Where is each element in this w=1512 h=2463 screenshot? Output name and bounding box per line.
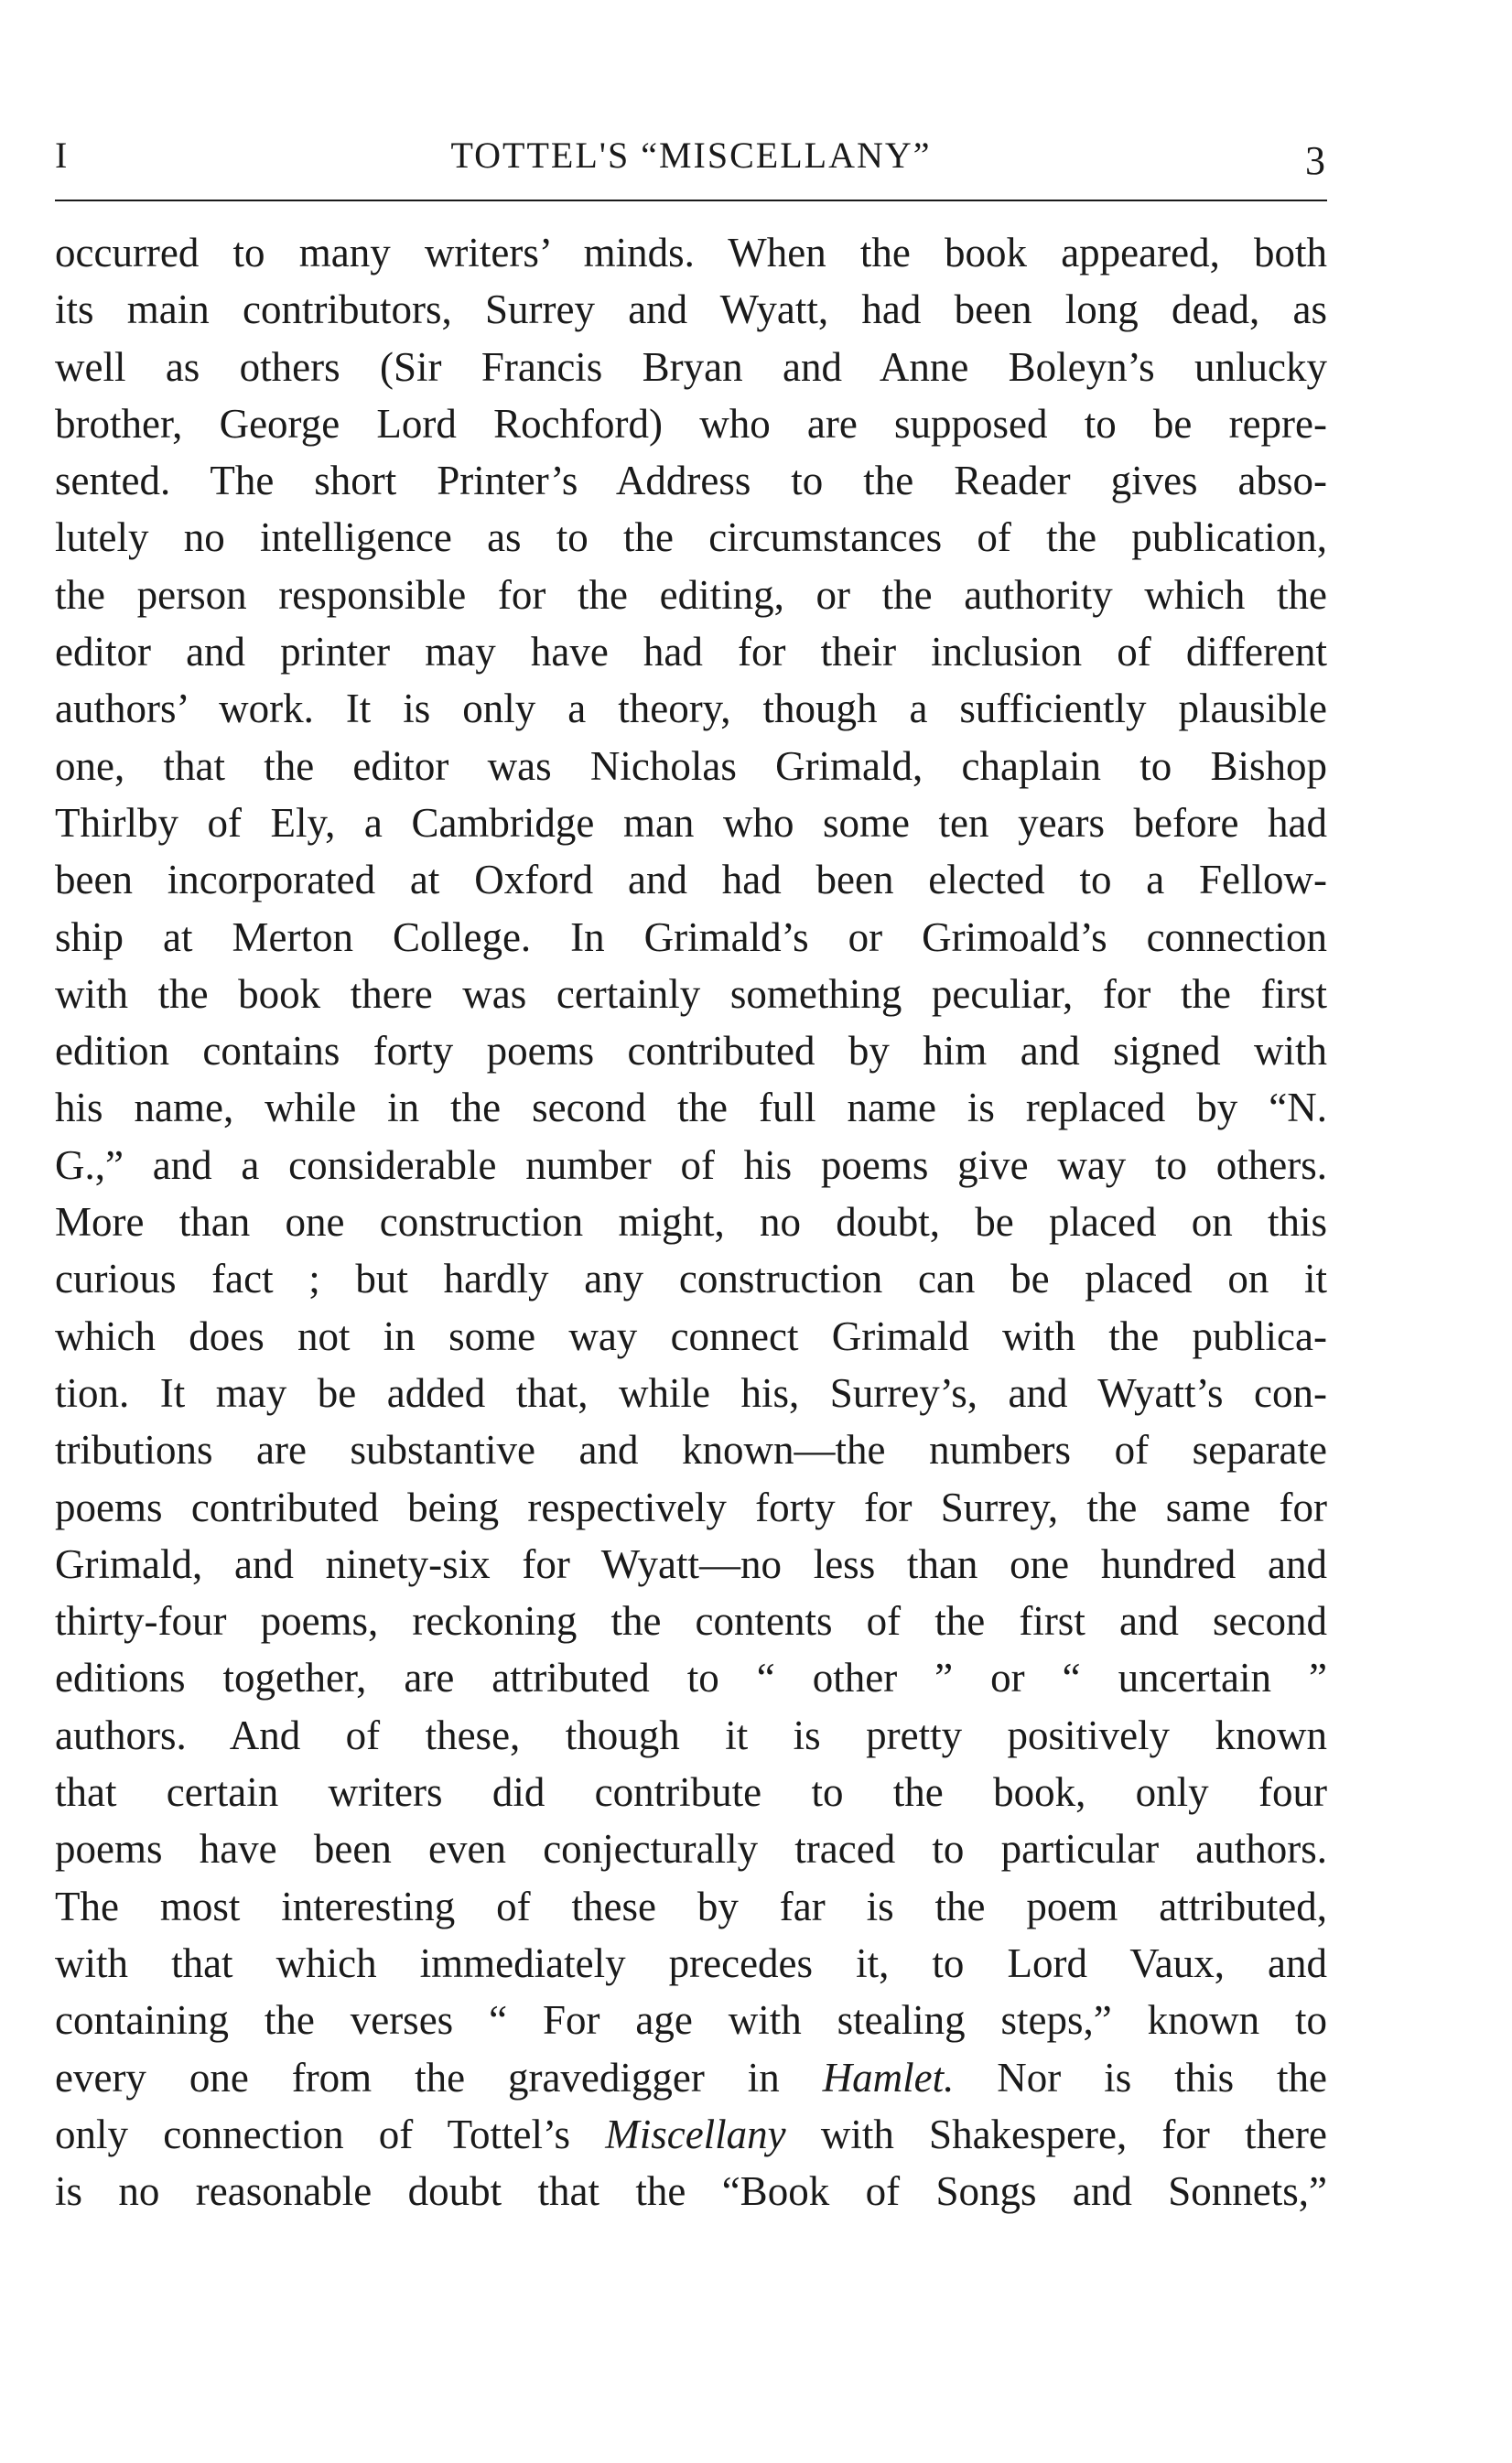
text-line: tion. It may be added that, while his, Surrey’s, and Wyatt’s con- (55, 1369, 1327, 1416)
text-line: the person responsible for the editing, or the authority which the (55, 571, 1327, 618)
text-line: The most interesting of these by far is the poem attributed, (55, 1883, 1327, 1929)
text-segment: only connection of Tottel’s (55, 2111, 606, 2157)
text-line: brother, George Lord Rochford) who are supposed to be repre- (55, 400, 1327, 447)
text-line: poems have been even conjecturally traced to particular authors. (55, 1826, 1327, 1873)
text-segment: with Shakespere, for there (785, 2111, 1327, 2157)
text-segment: every one from the gravedigger in (55, 2054, 823, 2101)
text-line: Thirlby of Ely, a Cambridge man who some ten years before had (55, 799, 1327, 846)
text-line: tributions are substantive and known—the numbers of separate (55, 1427, 1327, 1474)
text-line: one, that the editor was Nicholas Grimald, chaplain to Bishop (55, 742, 1327, 789)
text-line: edition contains forty poems contributed by him and signed with (55, 1028, 1327, 1075)
header-rule (55, 200, 1327, 201)
text-line: containing the verses “ For age with stealing steps,” known to (55, 1997, 1327, 2044)
text-line: with that which immediately precedes it, to Lord Vaux, and (55, 1939, 1327, 1986)
text-line: ship at Merton College. In Grimald’s or Grimoald’s connection (55, 913, 1327, 960)
text-line: well as others (Sir Francis Bryan and Anne Boleyn’s unlucky (55, 343, 1327, 390)
italic-title-hamlet: Hamlet. (822, 2054, 955, 2101)
italic-title-miscellany: Miscellany (605, 2111, 786, 2157)
text-line: which does not in some way connect Grimald with the publica- (55, 1313, 1327, 1359)
text-line: More than one construction might, no doubt, be placed on this (55, 1199, 1327, 1246)
text-line-final: is no reasonable doubt that the “Book of Songs and Sonnets,” (55, 2168, 1327, 2215)
text-line: been incorporated at Oxford and had been elected to a Fellow- (55, 857, 1327, 903)
text-line: his name, while in the second the full name is replaced by “N. (55, 1085, 1327, 1131)
text-line: with the book there was certainly something peculiar, for the first (55, 970, 1327, 1017)
text-line: editor and printer may have had for their inclusion of different (55, 629, 1327, 675)
page-number: 3 (1305, 138, 1327, 183)
text-line: thirty-four poems, reckoning the contents of the first and second (55, 1598, 1327, 1645)
text-line: poems contributed being respectively forty for Surrey, the same for (55, 1484, 1327, 1530)
body-text (55, 224, 1327, 2220)
text-line: its main contributors, Surrey and Wyatt, had been long dead, as (55, 286, 1327, 333)
text-line: Grimald, and ninety-six for Wyatt—no less than one hundred and (55, 1540, 1327, 1587)
chapter-number: I (55, 135, 70, 176)
text-line: curious fact ; but hardly any construction can be placed on it (55, 1256, 1327, 1302)
text-line: authors. And of these, though it is pretty positively known (55, 1712, 1327, 1758)
text-line: sented. The short Printer’s Address to the Reader gives abso- (55, 458, 1327, 504)
text-line: G.,” and a considerable number of his poems give way to others. (55, 1141, 1327, 1188)
text-line: occurred to many writers’ minds. When the book appeared, both (55, 230, 1327, 275)
running-head (55, 128, 1327, 183)
text-line: authors’ work. It is only a theory, though a sufficiently plausible (55, 686, 1327, 732)
text-line: lutely no intelligence as to the circumstances of the publication, (55, 514, 1327, 561)
text-line-hamlet (55, 2049, 1327, 2106)
text-line-miscellany (55, 2106, 1327, 2163)
text-line: editions together, are attributed to “ other ” or “ uncertain ” (55, 1655, 1327, 1701)
text-line: that certain writers did contribute to the book, only four (55, 1769, 1327, 1816)
text-segment: Nor is this the (954, 2054, 1328, 2101)
running-title: TOTTEL'S “MISCELLANY” (450, 135, 932, 176)
